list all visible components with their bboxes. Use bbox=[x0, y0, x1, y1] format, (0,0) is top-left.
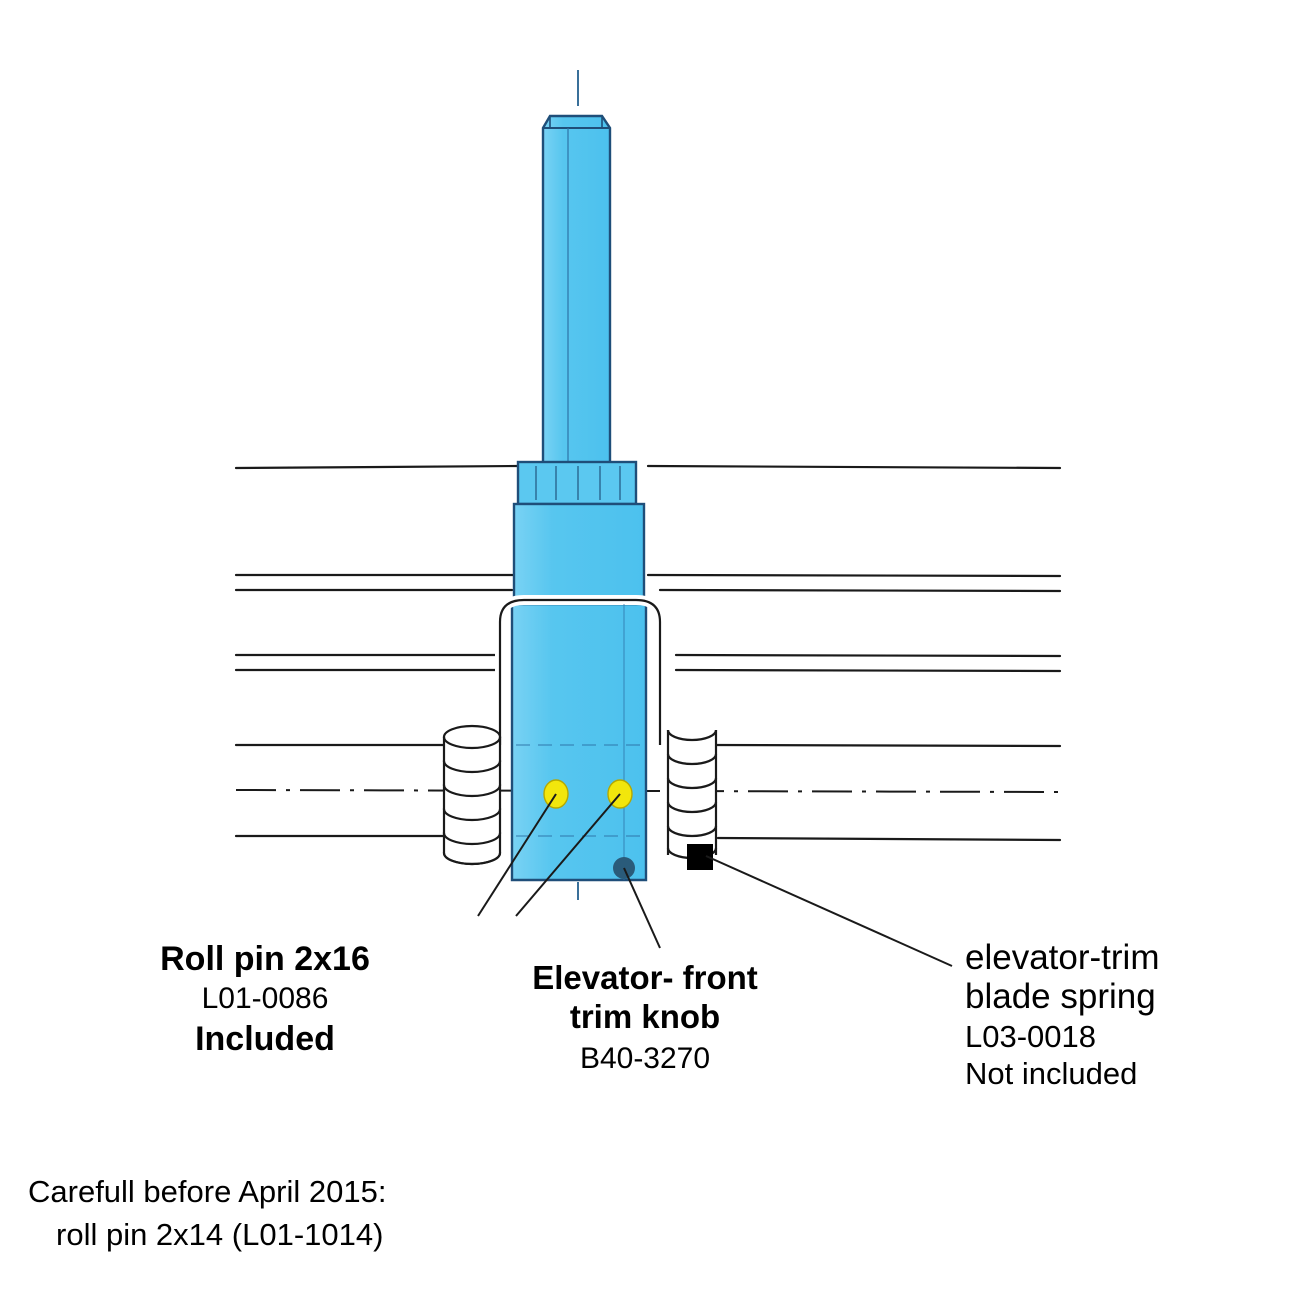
panel-lines bbox=[236, 466, 1060, 840]
right-coil-spring bbox=[668, 730, 716, 858]
footnote-line2: roll pin 2x14 (L01-1014) bbox=[56, 1216, 384, 1252]
callout-spring-inclusion: Not included bbox=[965, 1056, 1138, 1092]
knob-shaft bbox=[543, 116, 610, 466]
callout-roll-pin-title: Roll pin 2x16 bbox=[160, 940, 370, 978]
callout-elevator-front-trim-knob bbox=[470, 960, 820, 1076]
callout-roll-pin bbox=[70, 940, 460, 1058]
callout-spring-title-line2: blade spring bbox=[965, 977, 1156, 1017]
callout-knob-title-line2: trim knob bbox=[569, 997, 721, 1035]
footnote-note bbox=[28, 1175, 648, 1252]
callout-spring-partnumber: L03-0018 bbox=[965, 1019, 1097, 1055]
left-coil-spring bbox=[444, 726, 500, 864]
footnote-line1: Carefull before April 2015: bbox=[28, 1174, 387, 1209]
callout-knob-title-line1: Elevator- front bbox=[532, 959, 758, 996]
callout-roll-pin-partnumber: L01-0086 bbox=[201, 982, 329, 1016]
callout-knob-partnumber: B40-3270 bbox=[579, 1041, 711, 1075]
callout-roll-pin-inclusion: Included bbox=[195, 1019, 335, 1058]
knob-upper-body bbox=[514, 504, 644, 600]
horizontal-centerline bbox=[236, 790, 1060, 792]
callout-spring-title-line1: elevator-trim bbox=[965, 938, 1160, 977]
knob-lower-body bbox=[500, 600, 660, 880]
callout-elevator-trim-blade-spring bbox=[965, 938, 1285, 1092]
